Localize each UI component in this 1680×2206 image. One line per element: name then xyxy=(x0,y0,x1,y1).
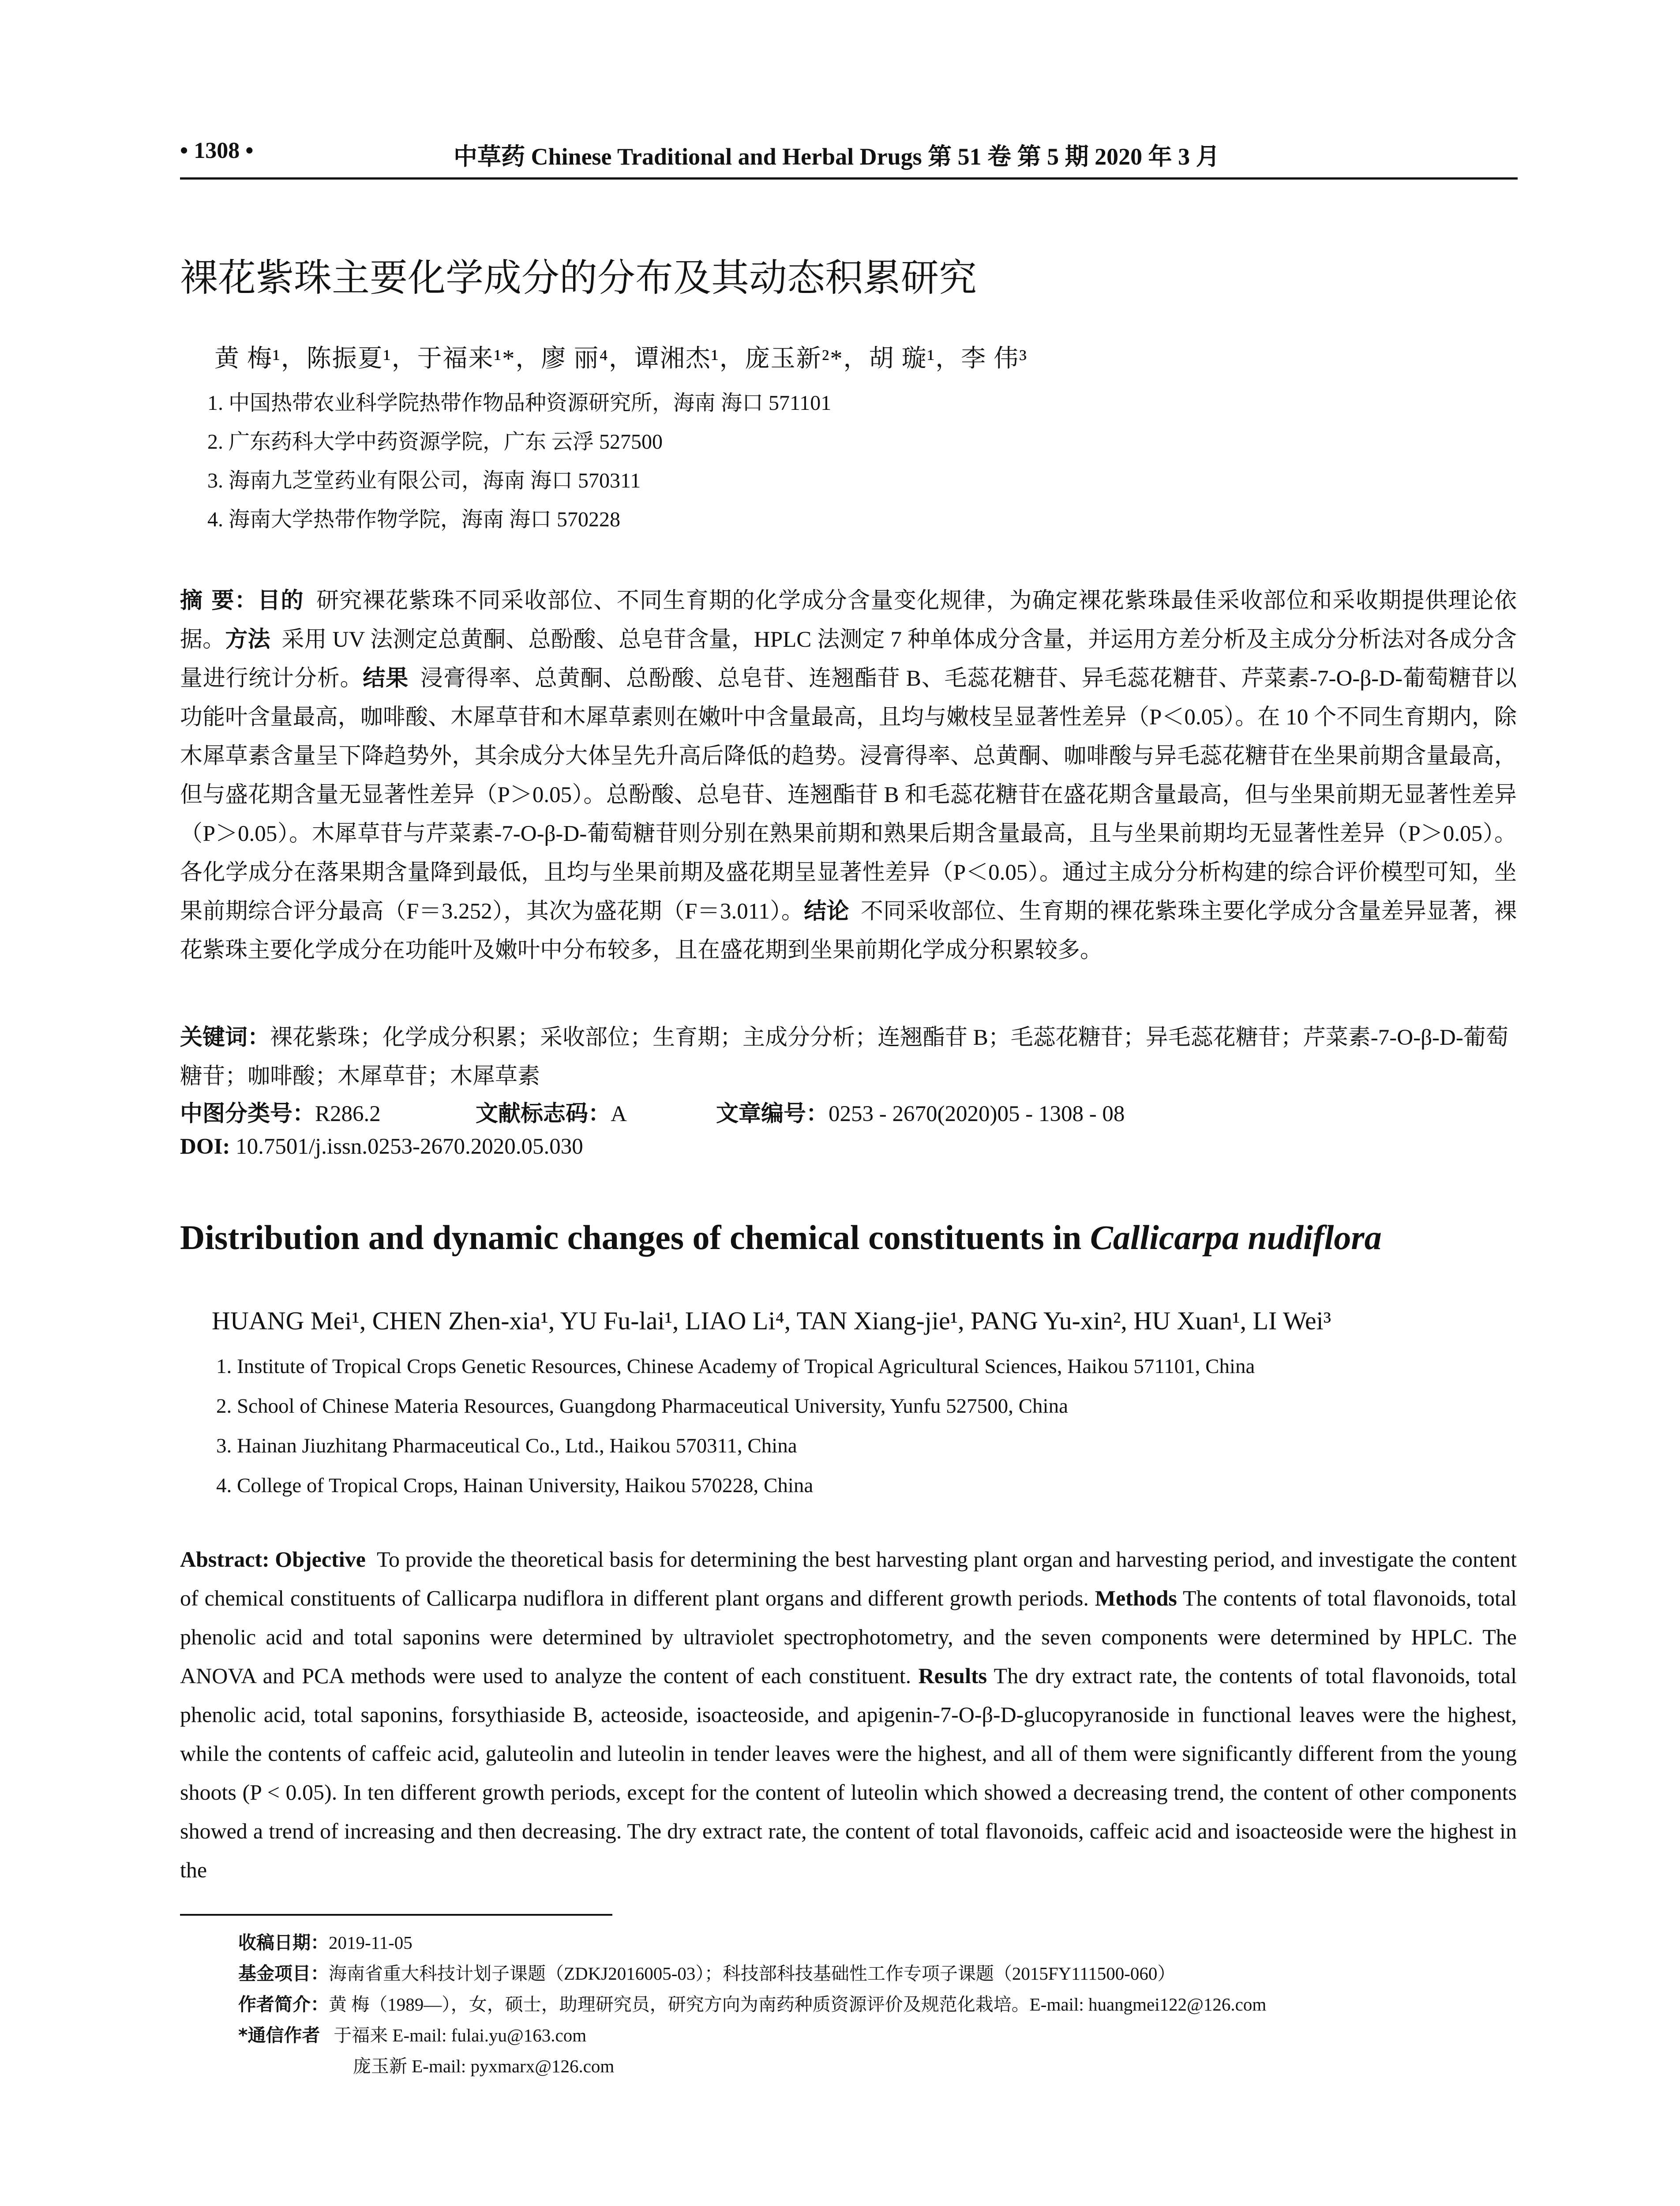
english-affiliation: 3. Hainan Jiuzhitang Pharmaceutical Co., Ltd., Haikou 570311, China xyxy=(216,1434,797,1457)
en-methods: The contents of total flavonoids, total phenolic acid and total saponins were determined by ultraviolet spectrophotometry, and the seven components were determined by HPLC. The ANOVA and PCA methods were used to analyze the content of each constituent. xyxy=(180,1586,1517,1688)
en-results-label: Results xyxy=(918,1663,987,1688)
footnote-rule xyxy=(180,1914,612,1916)
footnote-corresponding-2 xyxy=(353,2052,614,2078)
doi-line xyxy=(180,1134,583,1159)
results-label: 结果 xyxy=(363,665,409,691)
page-number: • 1308 • xyxy=(180,138,254,163)
english-affiliation: 4. College of Tropical Crops, Hainan University, Haikou 570228, China xyxy=(216,1474,814,1497)
footnote-corresponding xyxy=(238,2021,586,2047)
english-authors: HUANG Mei¹, CHEN Zhen-xia¹, YU Fu-lai¹, LIAO Li⁴, TAN Xiang-jie¹, PANG Yu-xin², HU Xuan¹, LI Wei³ xyxy=(212,1306,1331,1335)
footnote-fund xyxy=(238,1959,1175,1985)
english-abstract xyxy=(180,1540,1517,1889)
doc-code-value: A xyxy=(611,1102,627,1126)
abstract-label: 摘 要：目的 xyxy=(180,588,304,614)
chinese-abstract xyxy=(180,582,1517,970)
author-bio-label: 作者简介： xyxy=(238,1994,329,2015)
keywords xyxy=(180,1018,1517,1096)
abstract-conclusion: 不同采收部位、生育期的裸花紫珠主要化学成分含量差异显著，裸花紫珠主要化学成分在功能叶及嫩叶中分布较多，且在盛花期到坐果前期化学成分积累较多。 xyxy=(180,899,1517,963)
clc-label: 中图分类号： xyxy=(180,1101,315,1127)
footnote-author xyxy=(238,1990,1266,2016)
author-bio-text: 黄 梅（1989—），女，硕士，助理研究员，研究方向为南药种质资源评价及规范化栽培。E-mail: huangmei122@126.com xyxy=(329,1994,1267,2015)
english-title xyxy=(180,1218,1382,1257)
en-abstract-label: Abstract: Objective xyxy=(180,1547,366,1572)
chinese-affiliation: 2. 广东药科大学中药资源学院，广东 云浮 527500 xyxy=(207,430,663,454)
corresponding-author-1: 于福来 E-mail: fulai.yu@163.com xyxy=(334,2025,587,2045)
footnote-received xyxy=(238,1928,412,1954)
fund-label: 基金项目： xyxy=(238,1963,329,1984)
chinese-authors: 黄 梅¹，陈振夏¹，于福来¹*，廖 丽⁴，谭湘杰¹，庞玉新²*，胡 璇¹，李 伟³ xyxy=(214,345,1028,372)
keywords-list: 裸花紫珠；化学成分积累；采收部位；生育期；主成分分析；连翘酯苷 B；毛蕊花糖苷；异毛蕊花糖苷；芹菜素-7-O-β-D-葡萄糖苷；咖啡酸；木犀草苷；木犀草素 xyxy=(180,1025,1508,1089)
en-objective: To provide the theoretical basis for determining the best harvesting plant organ and harvesting period, and investigate the content of chemical constituents of Callicarpa nudiflora in different plant organs and different growth periods. xyxy=(180,1547,1517,1610)
chinese-title: 裸花紫珠主要化学成分的分布及其动态积累研究 xyxy=(180,256,977,300)
header-rule xyxy=(180,177,1518,180)
doc-code-label: 文献标志码： xyxy=(476,1101,611,1127)
english-affiliation: 1. Institute of Tropical Crops Genetic Resources, Chinese Academy of Tropical Agricultural Sciences, Haikou 571101, China xyxy=(216,1355,1255,1378)
doi-label: DOI: xyxy=(180,1134,230,1159)
en-methods-label: Methods xyxy=(1095,1586,1177,1610)
abstract-objective: 研究裸花紫珠不同采收部位、不同生育期的化学成分含量变化规律，为确定裸花紫珠最佳采收部位和采收期提供理论依据。 xyxy=(180,589,1517,652)
doi-value[interactable]: 10.7501/j.issn.0253-2670.2020.05.030 xyxy=(236,1134,583,1159)
received-label: 收稿日期： xyxy=(238,1932,329,1953)
methods-label: 方法 xyxy=(225,627,270,653)
journal-name: 中草药 Chinese Traditional and Herbal Drugs 第 51 卷 第 5 期 2020 年 3 月 xyxy=(454,143,1220,170)
conclusion-label: 结论 xyxy=(804,898,849,924)
received-date: 2019-11-05 xyxy=(329,1932,412,1953)
running-header xyxy=(180,138,1518,180)
en-results: The dry extract rate, the contents of total flavonoids, total phenolic acid, total saponins, forsythiaside B, acteoside, isoacteoside, and apigenin-7-O-β-D-glucopyranoside in functional leaves were the highest, while the contents of caffeic acid, galuteolin and luteolin in tender leaves were the highest, and all of them were significantly different from the young shoots (P < 0.05). In ten different growth periods, except for the content of luteolin which showed a decreasing trend, the content of other components showed a trend of increasing and then decreasing. The dry extract rate, the content of total flavonoids, caffeic acid and isoacteoside were the highest in the xyxy=(180,1663,1517,1882)
article-id-value: 0253 - 2670(2020)05 - 1308 - 08 xyxy=(829,1102,1125,1126)
keywords-label: 关键词： xyxy=(180,1024,270,1050)
corresponding-label: *通信作者 xyxy=(238,2025,320,2046)
corresponding-author-2: 庞玉新 E-mail: pyxmarx@126.com xyxy=(353,2056,615,2076)
abstract-methods: 采用 UV 法测定总黄酮、总酚酸、总皂苷含量，HPLC 法测定 7 种单体成分含量，并运用方差分析及主成分分析法对各成分含量进行统计分析。 xyxy=(180,627,1517,691)
fund-text: 海南省重大科技计划子课题（ZDKJ2016005-03）；科技部科技基础性工作专项子课题（2015FY111500-060） xyxy=(329,1963,1176,1984)
english-affiliation: 2. School of Chinese Materia Resources, Guangdong Pharmaceutical University, Yunfu 527500, China xyxy=(216,1395,1068,1418)
chinese-affiliation: 1. 中国热带农业科学院热带作物品种资源研究所，海南 海口 571101 xyxy=(207,391,832,415)
chinese-affiliation: 4. 海南大学热带作物学院，海南 海口 570228 xyxy=(207,508,621,531)
article-id-label: 文章编号： xyxy=(716,1101,829,1127)
english-title-text: Distribution and dynamic changes of chemical constituents in xyxy=(180,1218,1090,1257)
chinese-affiliation: 3. 海南九芝堂药业有限公司，海南 海口 570311 xyxy=(207,469,641,492)
english-title-species: Callicarpa nudiflora xyxy=(1090,1218,1382,1257)
clc-value: R286.2 xyxy=(315,1102,381,1126)
abstract-results: 浸膏得率、总黄酮、总酚酸、总皂苷、连翘酯苷 B、毛蕊花糖苷、异毛蕊花糖苷、芹菜素-7-O-β-D-葡萄糖苷以功能叶含量最高，咖啡酸、木犀草苷和木犀草素则在嫩叶中含量最高，且均与嫩枝呈显著性差异（P＜0.05）。在 10 个不同生育期内，除木犀草素含量呈下降趋势外，其余成分大体呈先升高后降低的趋势。浸膏得率、总黄酮、咖啡酸与异毛蕊花糖苷在坐果前期含量最高，但与盛花期含量无显著性差异（P＞0.05）。总酚酸、总皂苷、连翘酯苷 B 和毛蕊花糖苷在盛花期含量最高，但与坐果前期无显著性差异（P＞0.05）。木犀草苷与芹菜素-7-O-β-D-葡萄糖苷则分别在熟果前期和熟果后期含量最高，且与坐果前期均无显著性差异（P＞0.05）。各化学成分在落果期含量降到最低，且均与坐果前期及盛花期呈显著性差异（P＜0.05）。通过主成分分析构建的综合评价模型可知，坐果前期综合评分最高（F＝3.252），其次为盛花期（F＝3.011）。 xyxy=(180,666,1517,924)
